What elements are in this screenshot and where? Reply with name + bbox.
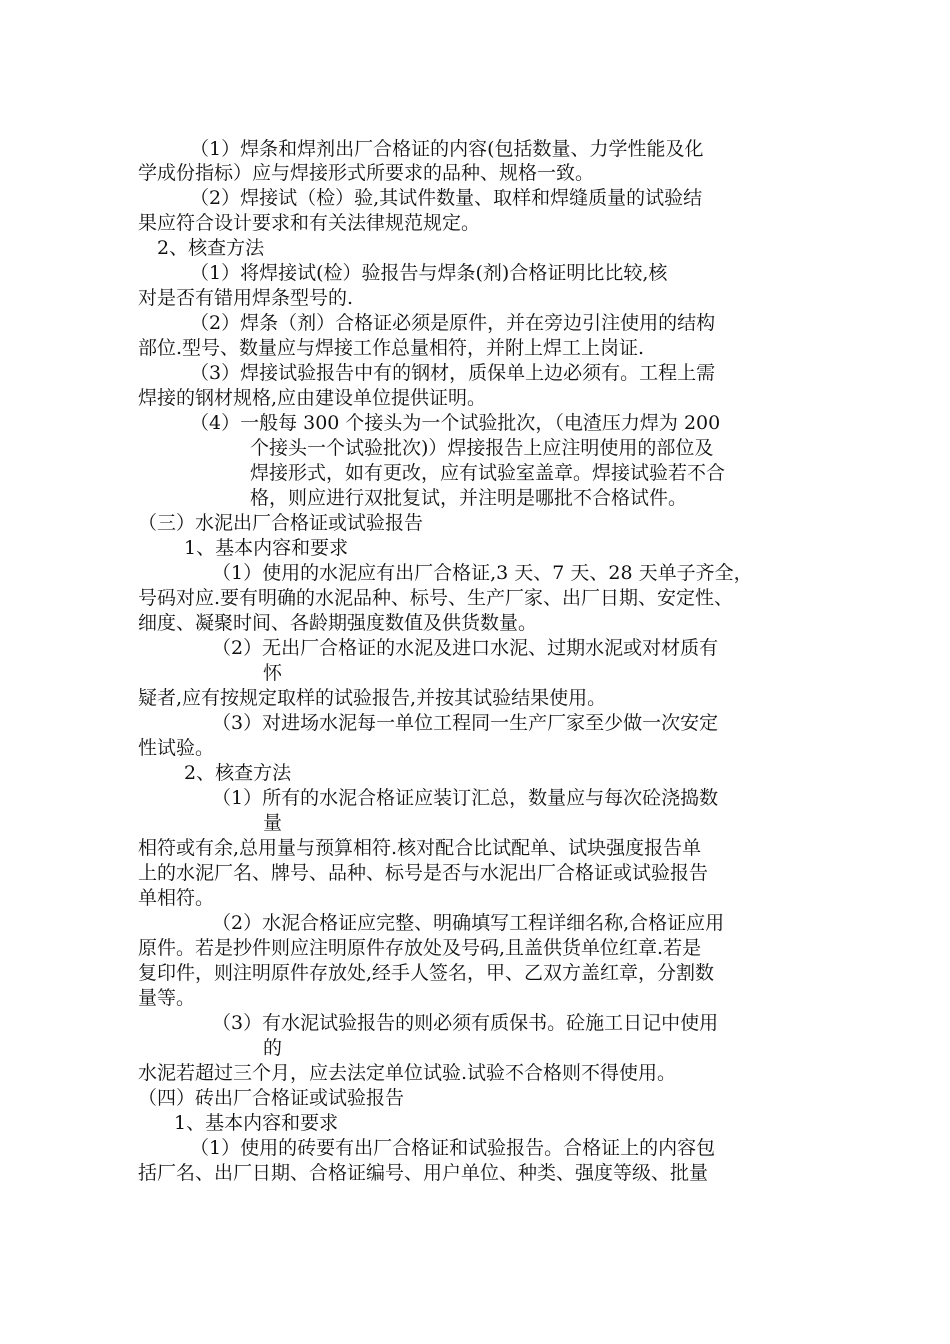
text-line: （2）焊接试（检）验,其试件数量、取样和焊缝质量的试验结	[190, 187, 703, 209]
text-line: （4）一般每 300 个接头为一个试验批次，（电渣压力焊为 200	[190, 412, 721, 434]
section-heading: 2、核查方法	[157, 237, 265, 259]
text-line: 怀	[263, 662, 283, 684]
text-line: 括厂名、出厂日期、合格证编号、用户单位、种类、强度等级、批量	[138, 1162, 709, 1184]
text-line: （1）焊条和焊剂出厂合格证的内容(包括数量、力学性能及化	[190, 138, 704, 160]
section-heading: （三）水泥出厂合格证或试验报告	[138, 512, 424, 534]
section-heading: （四）砖出厂合格证或试验报告	[138, 1087, 405, 1109]
subsection-heading: 1、基本内容和要求	[174, 1112, 339, 1134]
text-line: 性试验。	[138, 737, 215, 759]
text-line: 格，则应进行双批复试，并注明是哪批不合格试件。	[250, 487, 688, 509]
text-line: 焊接的钢材规格,应由建设单位提供证明。	[138, 387, 487, 409]
text-line: 号码对应.要有明确的水泥品种、标号、生产厂家、出厂日期、安定性、	[138, 587, 734, 609]
text-line: （2）无出厂合格证的水泥及进口水泥、过期水泥或对材质有	[212, 637, 719, 659]
text-line: 个接头一个试验批次)）焊接报告上应注明使用的部位及	[250, 437, 714, 459]
text-line: （2）水泥合格证应完整、明确填写工程详细名称,合格证应用	[212, 912, 725, 934]
text-line: （1）使用的水泥应有出厂合格证,3 天、7 天、28 天单子齐全，	[212, 562, 753, 584]
text-line: 水泥若超过三个月，应去法定单位试验.试验不合格则不得使用。	[138, 1062, 677, 1084]
text-line: 学成份指标）应与焊接形式所要求的品种、规格一致。	[138, 162, 595, 184]
text-line: 的	[263, 1037, 283, 1059]
text-line: 复印件，则注明原件存放处,经手人签名，甲、乙双方盖红章，分割数	[138, 962, 715, 984]
text-line: 相符或有余,总用量与预算相符.核对配合比试配单、试块强度报告单	[138, 837, 702, 859]
text-line: 原件。若是抄件则应注明原件存放处及号码,且盖供货单位红章.若是	[138, 937, 702, 959]
text-line: 焊接形式，如有更改，应有试验室盖章。焊接试验若不合	[250, 462, 726, 484]
text-line: 果应符合设计要求和有关法律规范规定。	[138, 212, 481, 234]
subsection-heading: 1、基本内容和要求	[184, 537, 349, 559]
text-line: 疑者,应有按规定取样的试验报告,并按其试验结果使用。	[138, 687, 607, 709]
text-line: 量	[263, 812, 283, 834]
text-line: （3）有水泥试验报告的则必须有质保书。砼施工日记中使用	[212, 1012, 719, 1034]
text-line: （3）对进场水泥每一单位工程同一生产厂家至少做一次安定	[212, 712, 719, 734]
text-line: （1）使用的砖要有出厂合格证和试验报告。合格证上的内容包	[190, 1137, 716, 1159]
text-line: 上的水泥厂名、牌号、品种、标号是否与水泥出厂合格证或试验报告	[138, 862, 709, 884]
subsection-heading: 2、核查方法	[184, 762, 292, 784]
text-line: 对是否有错用焊条型号的.	[138, 287, 354, 309]
text-line: （1）所有的水泥合格证应装订汇总，数量应与每次砼浇捣数	[212, 787, 719, 809]
text-line: 部位.型号、数量应与焊接工作总量相符，并附上焊工上岗证.	[138, 337, 645, 359]
text-line: 量等。	[138, 987, 196, 1009]
text-line: （1）将焊接试(检）验报告与焊条(剂)合格证明比比较,核	[190, 262, 668, 284]
text-line: （2）焊条（剂）合格证必须是原件，并在旁边引注使用的结构	[190, 312, 716, 334]
text-line: （3）焊接试验报告中有的钢材，质保单上边必须有。工程上需	[190, 362, 716, 384]
text-line: 单相符。	[138, 887, 215, 909]
text-line: 细度、凝聚时间、各龄期强度数值及供货数量。	[138, 612, 538, 634]
